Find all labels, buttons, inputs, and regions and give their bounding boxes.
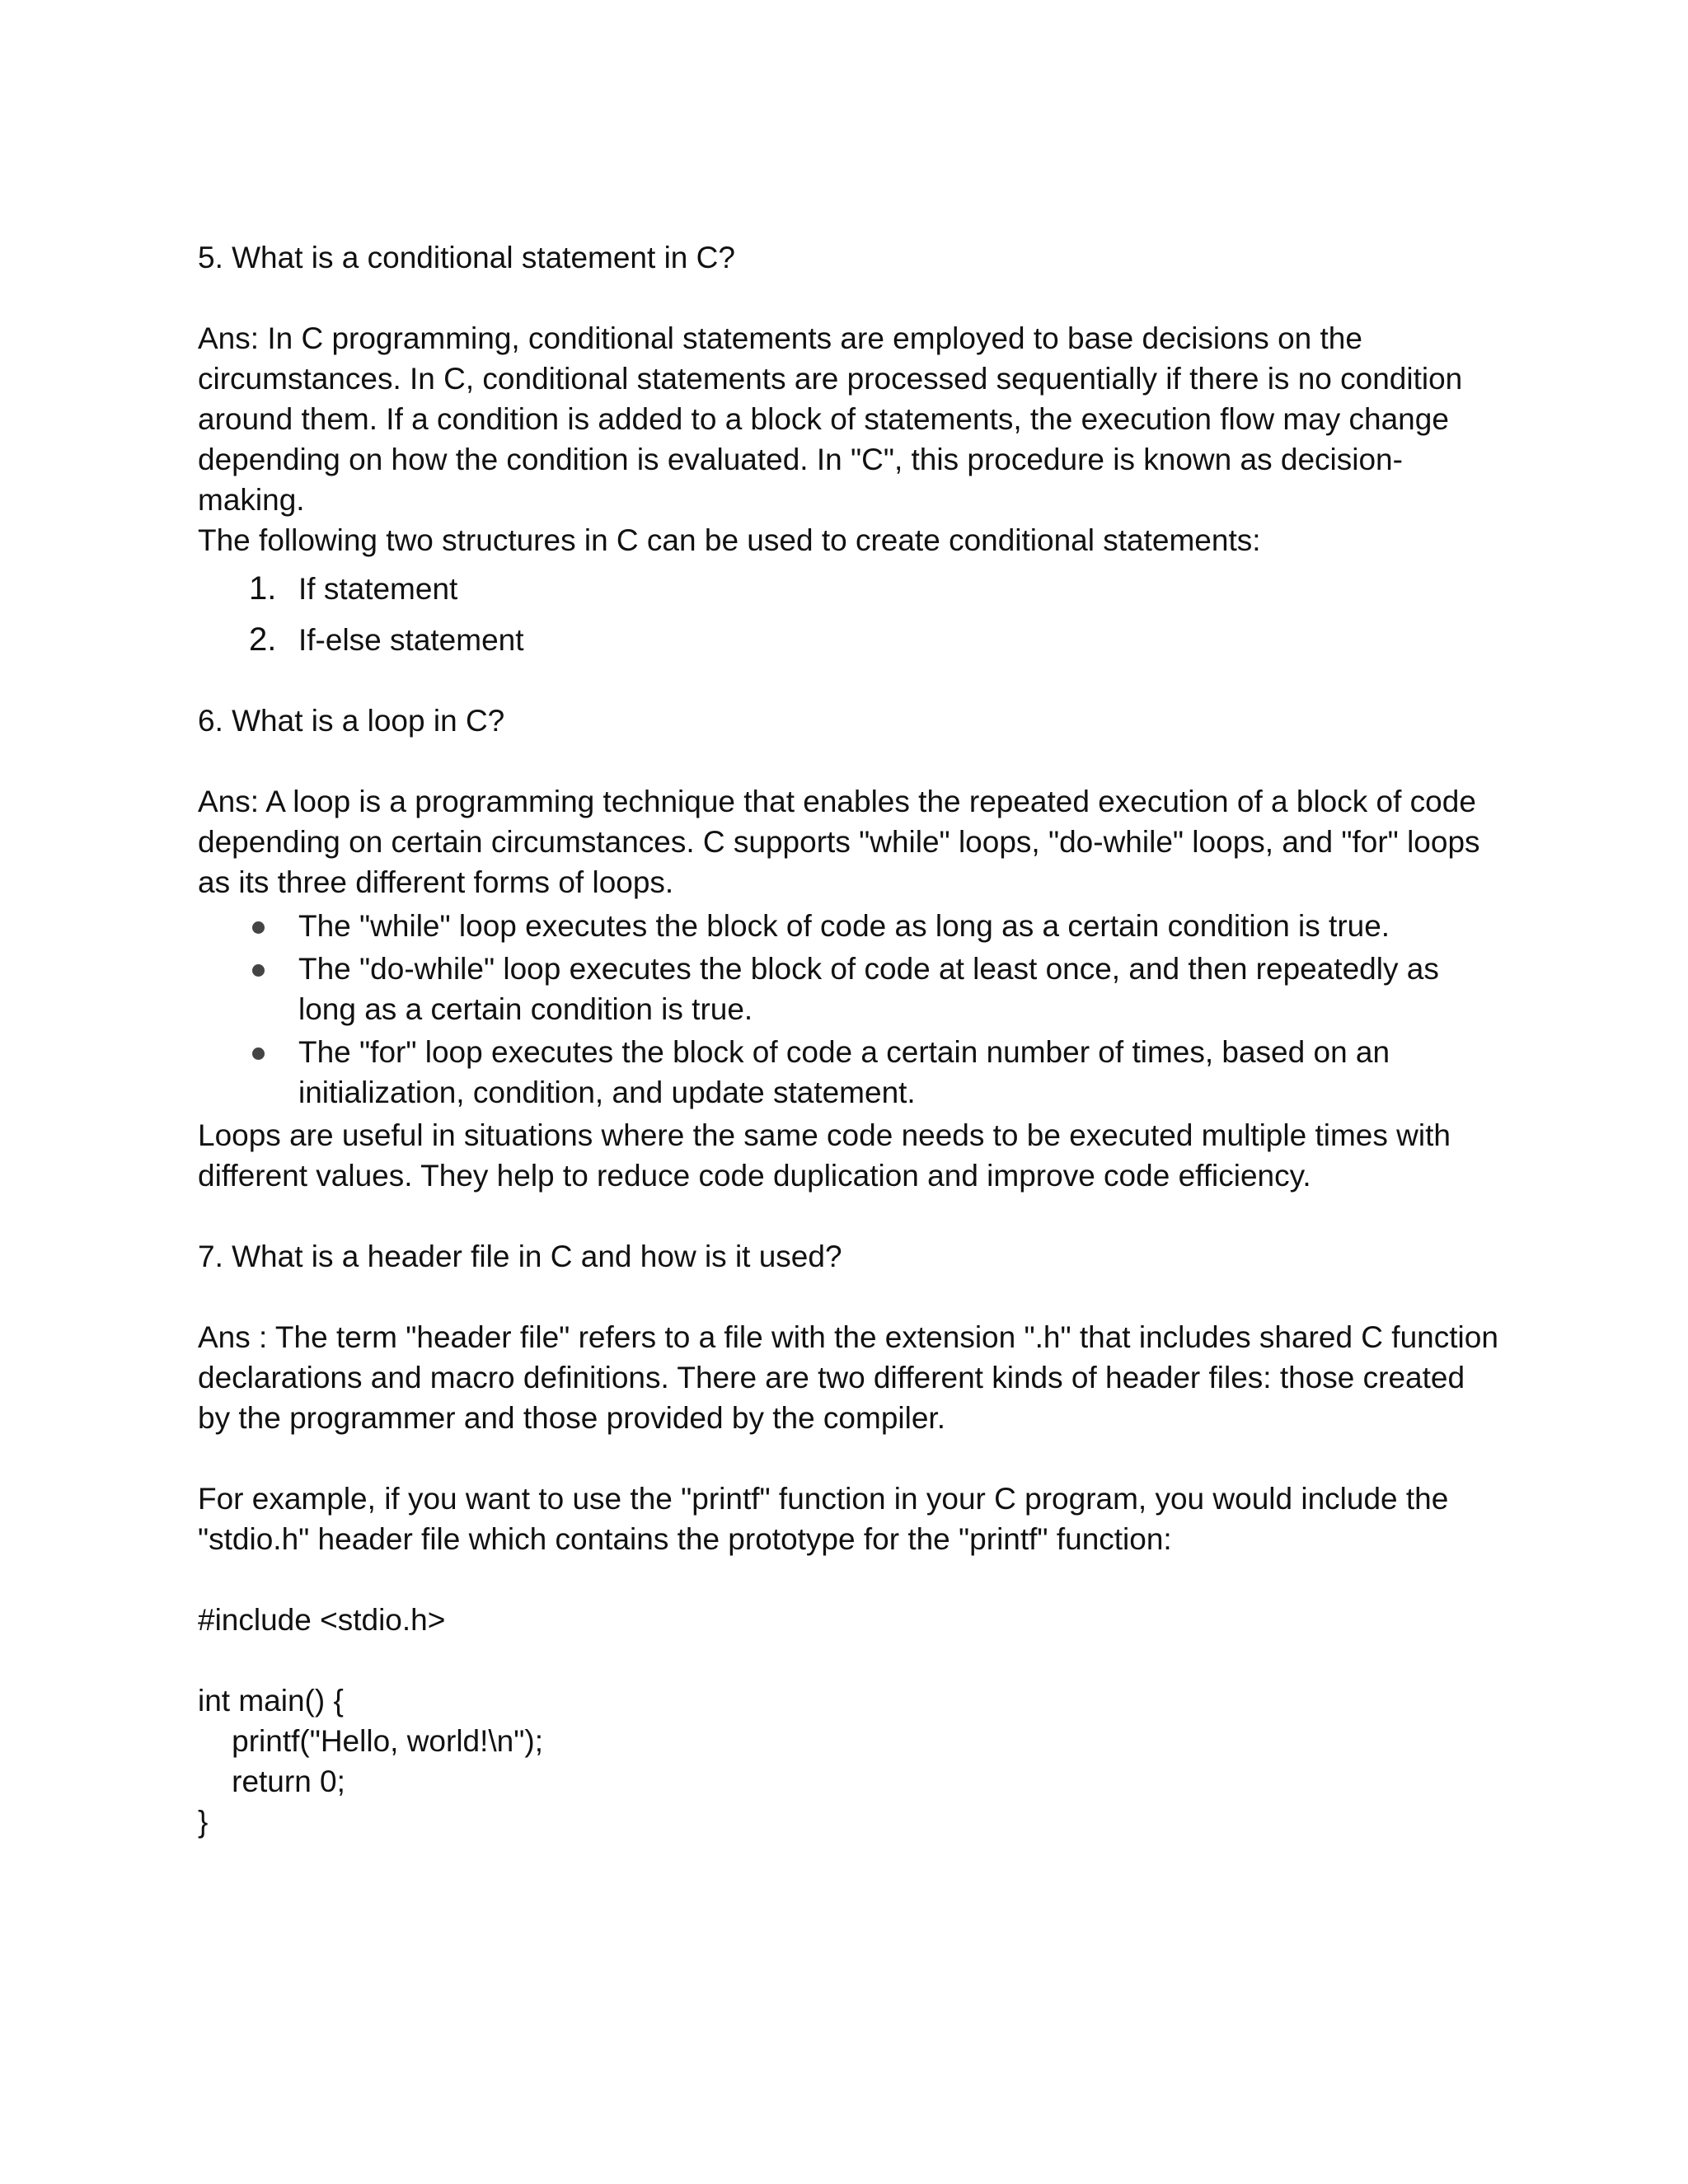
list-item	[198, 569, 1500, 609]
spacer	[198, 278, 1500, 318]
code-block	[198, 1680, 1500, 1842]
code-line: return 0;	[198, 1765, 345, 1798]
bullet-icon	[252, 1047, 265, 1060]
list-item-text: The "do-while" loop executes the block of code at least once, and then repeatedly as long as a certain condition is true.	[298, 952, 1439, 1026]
bullet-icon	[252, 921, 265, 934]
spacer	[198, 1277, 1500, 1317]
spacer	[198, 1438, 1500, 1479]
list-item	[198, 949, 1500, 1029]
question-7-heading: 7. What is a header file in C and how is it used?	[198, 1240, 842, 1273]
code-line: }	[198, 1805, 209, 1839]
conditional-structures-list	[198, 569, 1500, 660]
list-item-text: If statement	[298, 572, 458, 606]
code-line: int main() {	[198, 1684, 344, 1718]
question-6-answer: Ans: A loop is a programming technique that enables the repeated execution of a block of code depending on certain circumstances. C supports "while" loops, "do-while" loops, and "for" loops as its three different forms of loops.	[198, 785, 1480, 899]
list-item-text: The "for" loop executes the block of code a certain number of times, based on an initialization, condition, and update statement.	[298, 1035, 1390, 1109]
include-line: #include <stdio.h>	[198, 1603, 446, 1637]
spacer	[198, 1640, 1500, 1680]
question-6-closing: Loops are useful in situations where the same code needs to be executed multiple times with different values. They help to reduce code duplication and improve code efficiency.	[198, 1118, 1451, 1193]
list-item	[198, 1032, 1500, 1113]
code-line: printf("Hello, world!\n");	[198, 1724, 543, 1758]
question-7-answer: Ans : The term "header file" refers to a file with the extension ".h" that includes shared C function declarations and macro definitions. There are two different kinds of header files: those created by the programmer and those provided by the compiler.	[198, 1320, 1498, 1435]
spacer	[198, 671, 1500, 701]
list-item-text: The "while" loop executes the block of code as long as a certain condition is true.	[298, 909, 1390, 943]
list-number: 2.	[249, 621, 277, 658]
list-item	[198, 620, 1500, 660]
question-5-intro: The following two structures in C can be used to create conditional statements:	[198, 523, 1261, 557]
spacer	[198, 741, 1500, 781]
list-item	[198, 906, 1500, 946]
spacer	[198, 1196, 1500, 1236]
loop-types-list	[198, 906, 1500, 1113]
question-7-example: For example, if you want to use the "printf" function in your C program, you would include the "stdio.h" header file which contains the prototype for the "printf" function:	[198, 1482, 1449, 1556]
list-item-text: If-else statement	[298, 623, 524, 657]
spacer	[198, 1559, 1500, 1600]
question-6-heading: 6. What is a loop in C?	[198, 704, 505, 738]
list-number: 1.	[249, 570, 277, 607]
question-5-heading: 5. What is a conditional statement in C?	[198, 241, 735, 274]
bullet-icon	[252, 964, 265, 977]
document-page	[198, 237, 1500, 1842]
question-5-answer: Ans: In C programming, conditional statements are employed to base decisions on the circumstances. In C, conditional statements are processed sequentially if there is no condition around them. If a condition is added to a block of statements, the execution flow may change depending on how the condition is evaluated. In "C", this procedure is known as decision-making.	[198, 321, 1463, 517]
